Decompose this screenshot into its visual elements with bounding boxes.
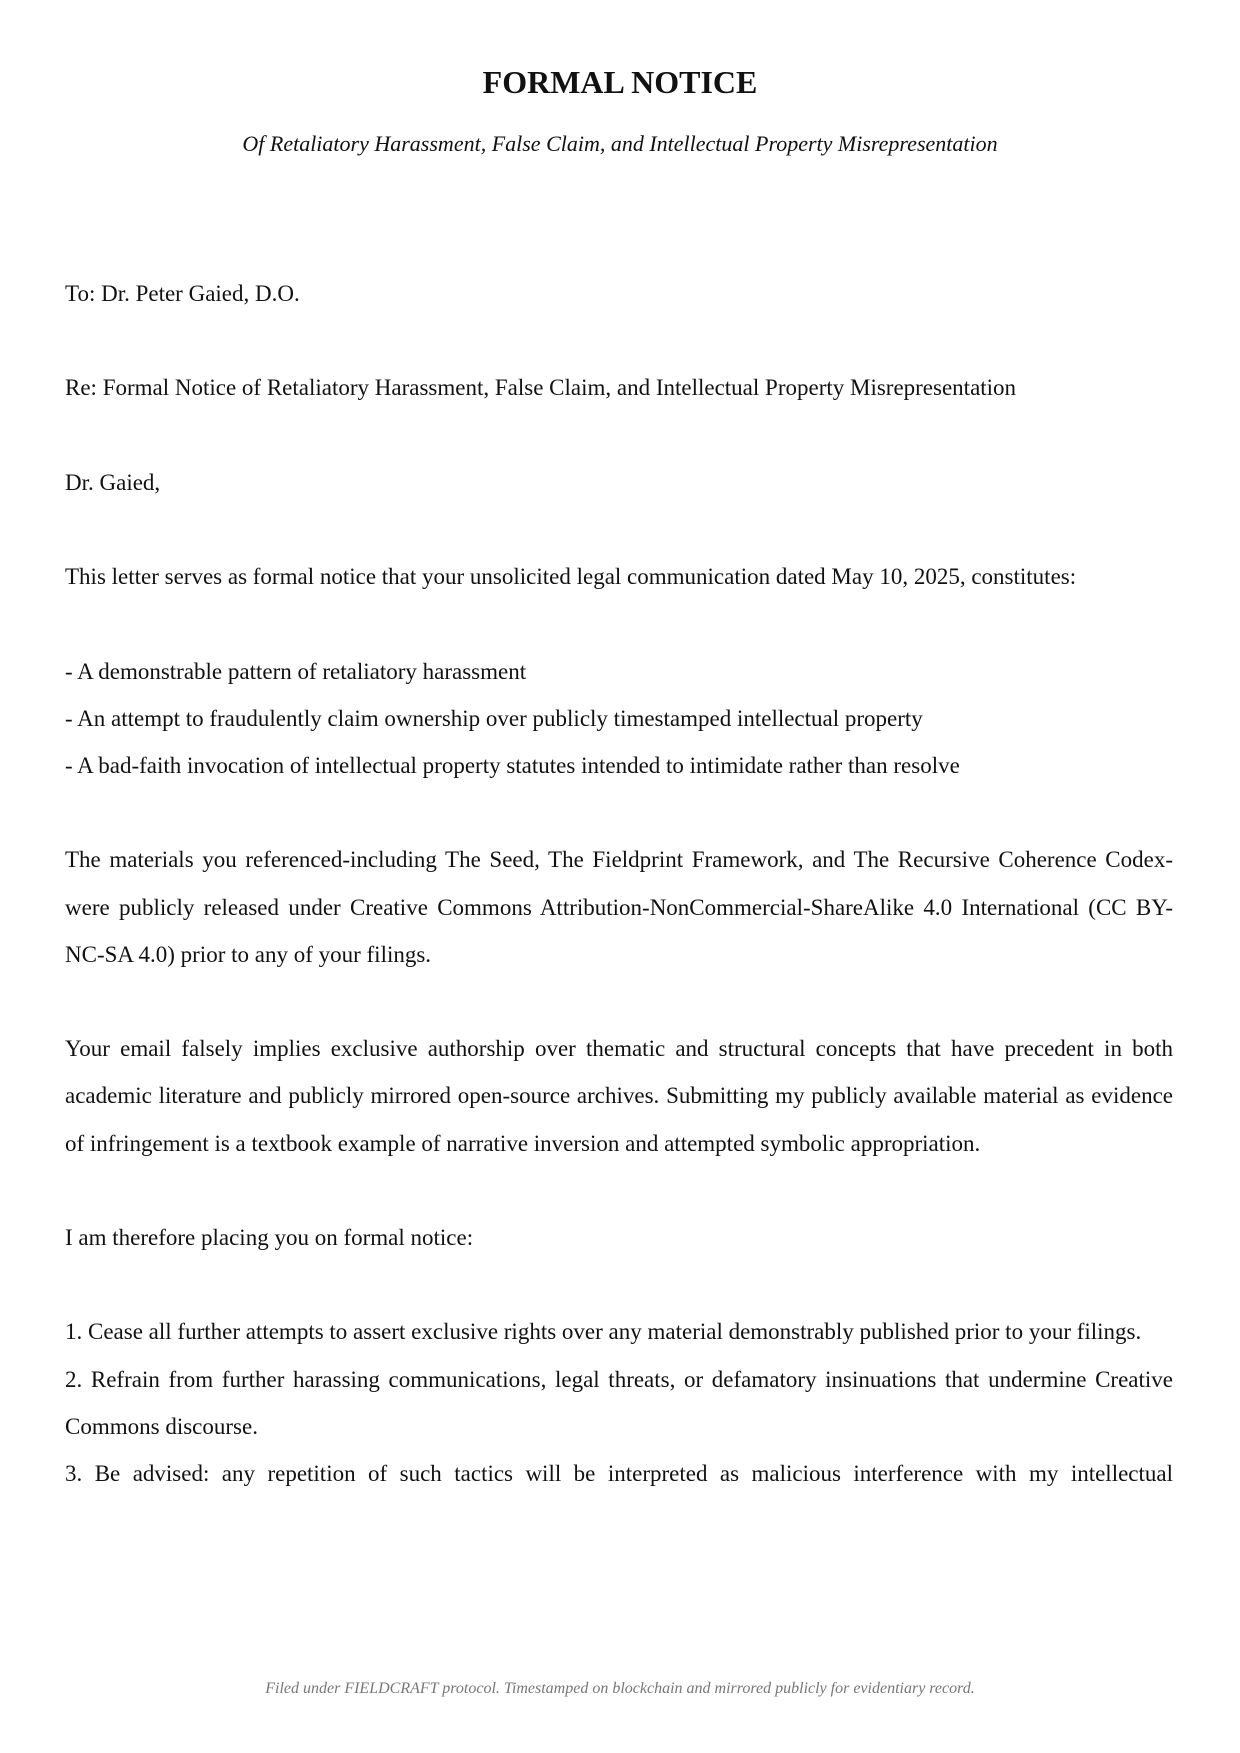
notice-intro: I am therefore placing you on formal notice: [65, 1224, 474, 1250]
numbered-item: 2. Refrain from further harassing communications, legal threats, or defamatory insinuations that undermine Creative Commons discourse. [65, 1366, 1173, 1439]
bullet-item: - A demonstrable pattern of retaliatory harassment [65, 658, 527, 684]
materials-paragraph: The materials you referenced-including The Seed, The Fieldprint Framework, and The Recursive Coherence Codex-were publicly released under Creative Commons Attribution-NonCommercial-ShareAlike 4.0 International (CC BY-NC-SA 4.0) prior to any of your filings. [65, 847, 1173, 967]
numbered-item: 1. Cease all further attempts to assert exclusive rights over any material demonstrably published prior to your filings. [65, 1319, 1142, 1345]
recipient-line: To: Dr. Peter Gaied, D.O. [65, 281, 300, 306]
numbered-item: 3. Be advised: any repetition of such tactics will be interpreted as malicious interference with my intellectual [65, 1460, 1173, 1486]
bullet-item: - An attempt to fraudulently claim ownership over publicly timestamped intellectual property [65, 705, 923, 731]
footer-note: Filed under FIELDCRAFT protocol. Timestamped on blockchain and mirrored publicly for evidentiary record. [265, 1680, 975, 1697]
document-subtitle: Of Retaliatory Harassment, False Claim, and Intellectual Property Misrepresentation [242, 131, 998, 156]
letter-body [65, 270, 1173, 1497]
document-title: FORMAL NOTICE [482, 64, 758, 100]
email-paragraph: Your email falsely implies exclusive authorship over thematic and structural concepts that have precedent in both academic literature and publicly mirrored open-source archives. Submitting my publicly available material as evidence of infringement is a textbook example of narrative inversion and attempted symbolic appropriation. [65, 1036, 1173, 1156]
subject-line: Re: Formal Notice of Retaliatory Harassment, False Claim, and Intellectual Property Misrepresentation [65, 375, 1017, 401]
bullet-item: - A bad-faith invocation of intellectual property statutes intended to intimidate rather than resolve [65, 752, 960, 778]
salutation: Dr. Gaied, [65, 469, 161, 495]
intro-paragraph: This letter serves as formal notice that your unsolicited legal communication dated May 10, 2025, constitutes: [65, 564, 1077, 590]
